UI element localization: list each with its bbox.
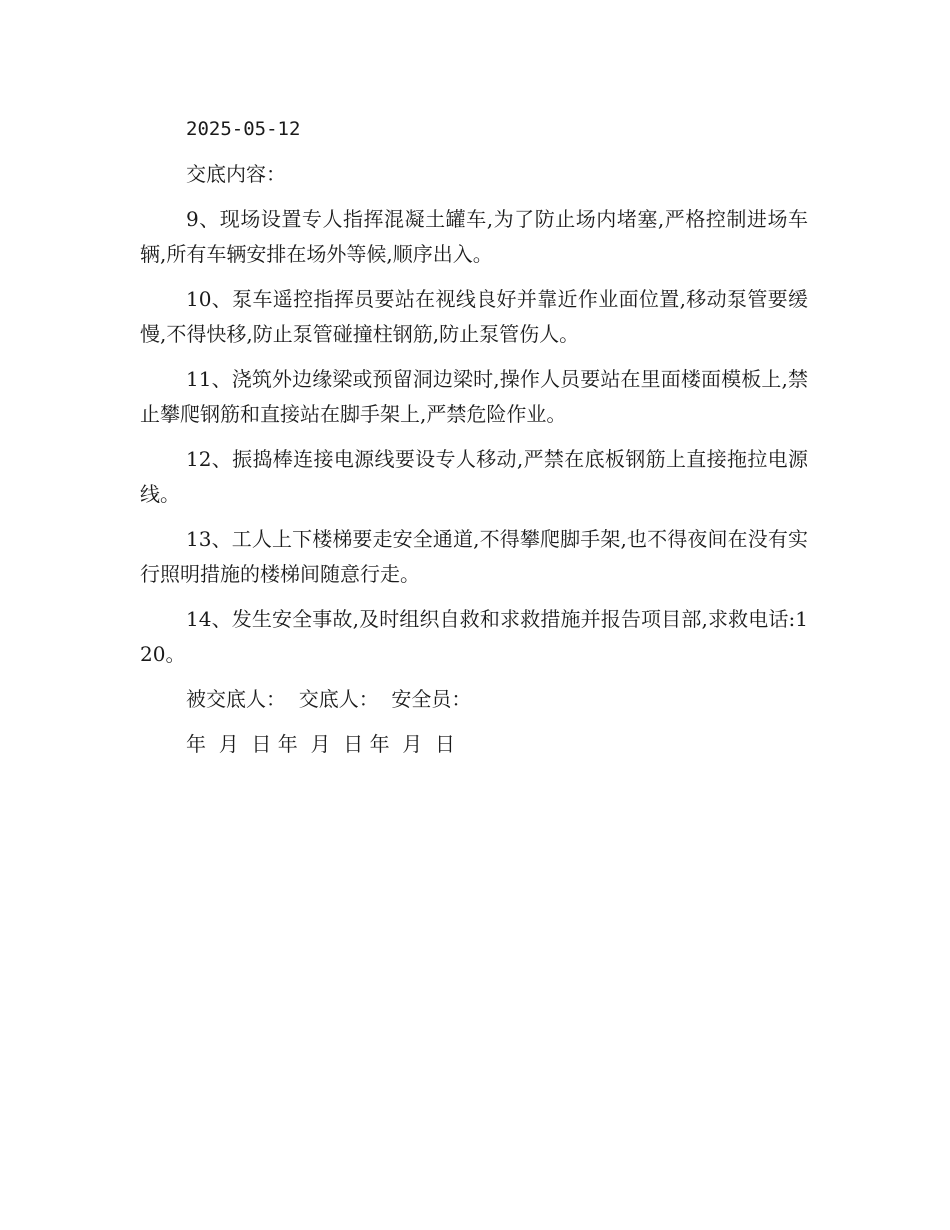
- item-13: 13、工人上下楼梯要走安全通道,不得攀爬脚手架,也不得夜间在没有实行照明措施的楼梯间随意行走。: [140, 527, 808, 586]
- item-10: 10、泵车遥控指挥员要站在视线良好并靠近作业面位置,移动泵管要缓慢,不得快移,防止泵管碰撞柱钢筋,防止泵管伤人。: [140, 287, 808, 346]
- signoff-line: 被交底人： 交底人： 安全员：: [186, 687, 472, 711]
- section-heading: 交底内容：: [186, 162, 286, 186]
- signoff-dates: 年 月 日 年 月 日 年 月 日: [186, 732, 456, 756]
- item-9: 9、现场设置专人指挥混凝土罐车,为了防止场内堵塞,严格控制进场车辆,所有车辆安排在场外等候,顺序出入。: [140, 207, 808, 266]
- document-date: 2025-05-12: [186, 118, 301, 140]
- item-12: 12、振捣棒连接电源线要设专人移动,严禁在底板钢筋上直接拖拉电源线。: [140, 447, 808, 506]
- item-11: 11、浇筑外边缘梁或预留洞边梁时,操作人员要站在里面楼面模板上,禁止攀爬钢筋和直接站在脚手架上,严禁危险作业。: [140, 367, 808, 426]
- document-body: [140, 112, 808, 762]
- item-14: 14、发生安全事故,及时组织自救和求救措施并报告项目部,求救电话:120。: [140, 607, 808, 666]
